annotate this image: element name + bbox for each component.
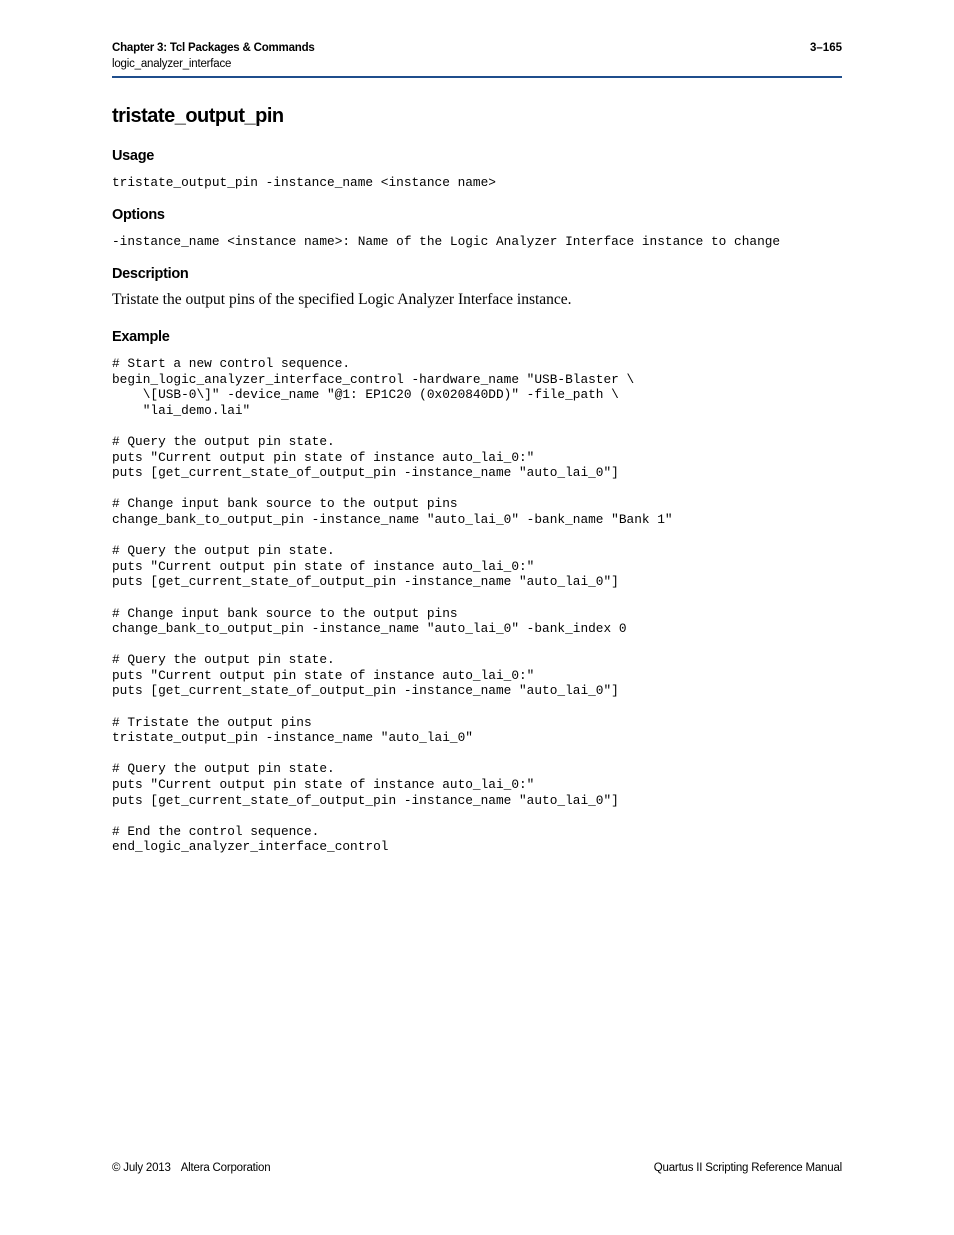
page-number: 3–165 — [810, 42, 842, 54]
options-heading: Options — [112, 207, 165, 223]
description-text: Tristate the output pins of the specified Logic Analyzer Interface instance. — [112, 291, 572, 308]
example-code: # Start a new control sequence. begin_logic_analyzer_interface_control -hardware_name "USB-Blaster \ \[USB-0\]" -device_name "@1: EP1C20 (0x020840DD)" -file_path \ "lai_demo.lai" # Query the output pin state. puts "Current output pin state of instance auto_lai_0:" puts [get_current_state_of_output_pin -instance_name "auto_lai_0"] # Change input bank source to the output pins change_bank_to_output_pin -instance_name "auto_lai_0" -bank_name "Bank 1" # Query the output pin state. puts "Current output pin state of instance auto_lai_0:" puts [get_current_state_of_output_pin -instance_name "auto_lai_0"] # Change input bank source to the output pins change_bank_to_output_pin -instance_name "auto_lai_0" -bank_index 0 # Query the output pin state. puts "Current output pin state of instance auto_lai_0:" puts [get_current_state_of_output_pin -instance_name "auto_lai_0"] # Tristate the output pins tristate_output_pin -instance_name "auto_lai_0" # Query the output pin state. puts "Current output pin state of instance auto_lai_0:" puts [get_current_state_of_output_pin -instance_name "auto_lai_0"] # End the control sequence. end_logic_analyzer_interface_control — [112, 356, 673, 855]
usage-code: tristate_output_pin -instance_name <instance name> — [112, 175, 496, 190]
options-code: -instance_name <instance name>: Name of the Logic Analyzer Interface instance to change — [112, 234, 781, 249]
header-rule — [112, 76, 842, 78]
section-subtitle: logic_analyzer_interface — [112, 58, 232, 70]
footer-manual-title: Quartus II Scripting Reference Manual — [653, 1162, 842, 1174]
page-title: tristate_output_pin — [112, 105, 284, 127]
chapter-title: Chapter 3: Tcl Packages & Commands — [112, 42, 315, 54]
example-heading: Example — [112, 329, 170, 345]
description-heading: Description — [112, 266, 189, 282]
usage-heading: Usage — [112, 148, 155, 164]
footer-company: Altera Corporation — [180, 1162, 271, 1174]
footer-left — [112, 1162, 270, 1174]
footer-date: © July 2013 — [112, 1162, 171, 1174]
